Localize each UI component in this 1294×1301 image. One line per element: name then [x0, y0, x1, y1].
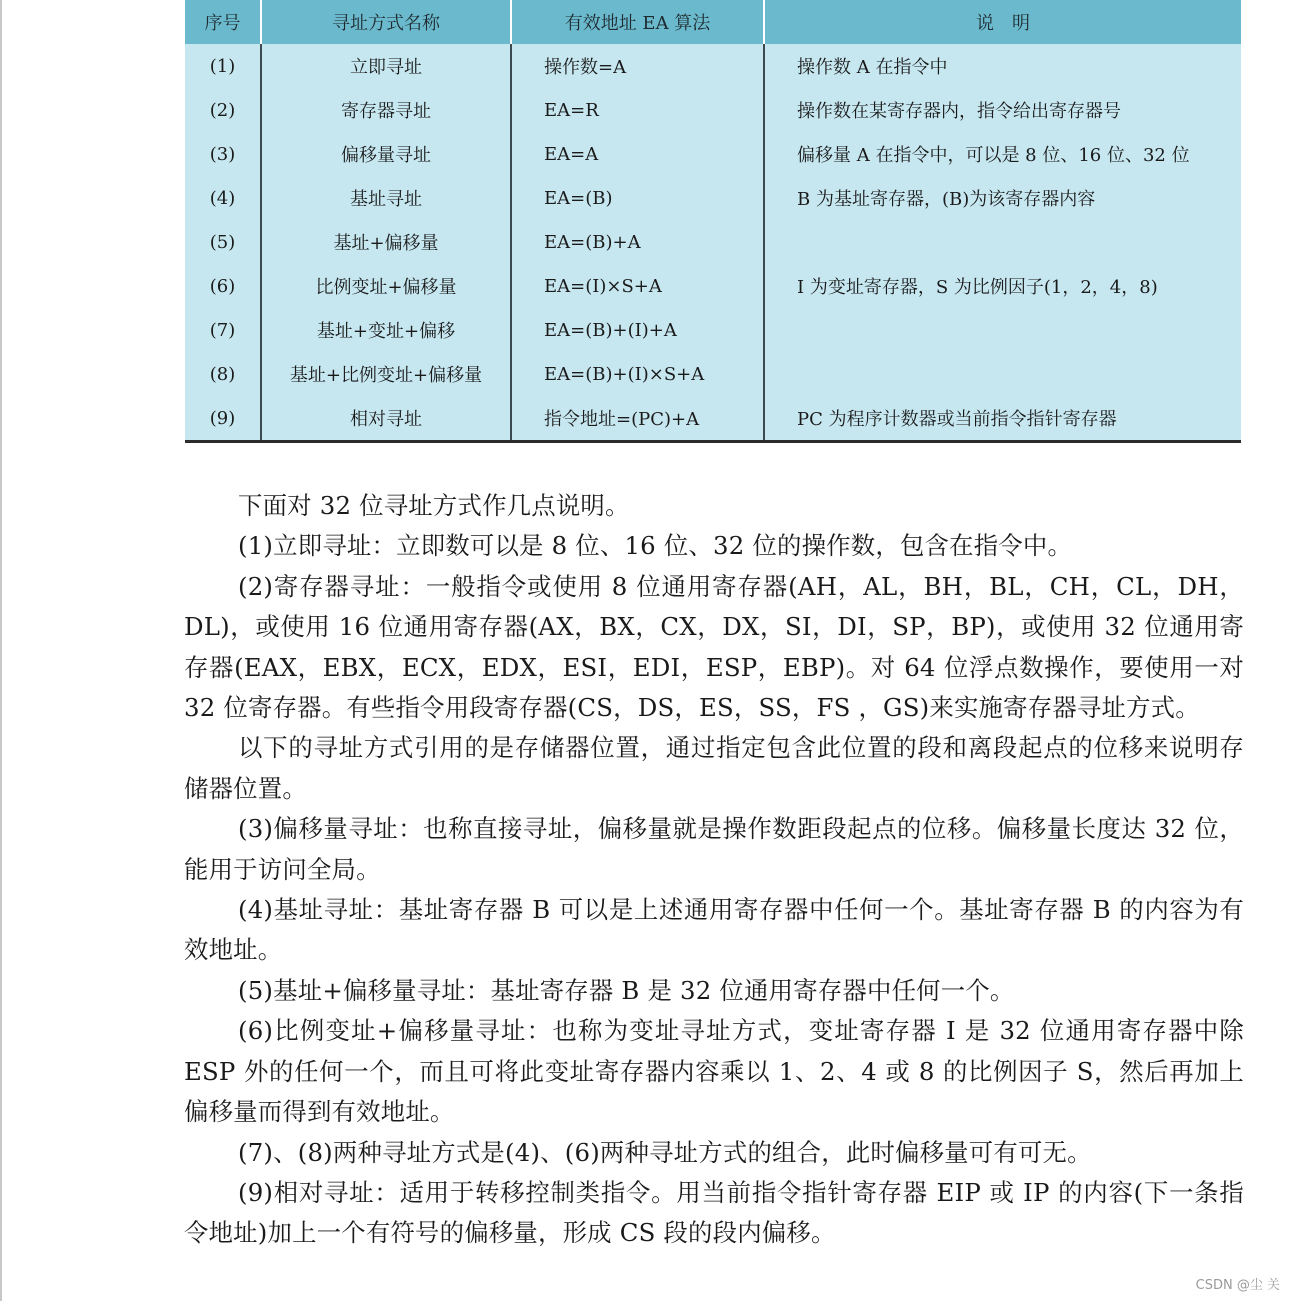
cell-no: (2): [209, 99, 236, 121]
cell-desc: 偏移量 A 在指令中，可以是 8 位、16 位、32 位: [764, 132, 1241, 176]
cell-no: (9): [209, 407, 236, 429]
watermark: CSDN @尘 关: [1195, 1278, 1280, 1293]
page-left-border: [0, 0, 2, 1301]
cell-no: (6): [209, 275, 236, 297]
paragraph: (7)、(8)两种寻址方式是(4)、(6)两种寻址方式的组合，此时偏移量可有可无。: [238, 1137, 1092, 1167]
cell-name: 基址+偏移量: [261, 220, 511, 264]
cell-ea: EA=(B)+(I)×S+A: [511, 352, 764, 396]
cell-desc: PC 为程序计数器或当前指令指针寄存器: [764, 396, 1241, 440]
cell-name: 偏移量寻址: [261, 132, 511, 176]
paragraph: (5)基址+偏移量寻址：基址寄存器 B 是 32 位通用寄存器中任何一个。: [238, 975, 1015, 1005]
table-row: [185, 352, 1241, 396]
table-row: [185, 44, 1241, 88]
cell-desc: B 为基址寄存器，(B)为该寄存器内容: [764, 176, 1241, 220]
cell-ea: 指令地址=(PC)+A: [511, 396, 764, 440]
table-row: [185, 264, 1241, 308]
header-no: 序号: [204, 13, 241, 34]
cell-name: 基址寻址: [261, 176, 511, 220]
paragraph: 下面对 32 位寻址方式作几点说明。: [238, 491, 630, 520]
cell-ea: EA=(I)×S+A: [511, 264, 764, 308]
paragraph: (1)立即寻址：立即数可以是 8 位、16 位、32 位的操作数，包含在指令中。: [238, 531, 1073, 561]
cell-desc: [764, 352, 1241, 396]
cell-ea: EA=A: [511, 132, 764, 176]
table-header-row: [185, 0, 1241, 44]
cell-name: 基址+比例变址+偏移量: [261, 352, 511, 396]
table-row: [185, 132, 1241, 176]
cell-ea: EA=(B)+A: [511, 220, 764, 264]
addressing-modes-table: [185, 0, 1241, 443]
paragraph: (3)偏移量寻址：也称直接寻址，偏移量就是操作数距段起点的位移。偏移量长度达 32 位，能用于访问全局。: [184, 814, 1244, 884]
paragraph: (2)寄存器寻址：一般指令或使用 8 位通用寄存器(AH，AL，BH，BL，CH，CL，DH，DL)，或使用 16 位通用寄存器(AX，BX，CX，DX，SI，DI，SP，BP)，或使用 32 位通用寄存器(EAX，EBX，ECX，EDX，ESI，EDI，ESP，EBP)。对 64 位浮点数操作，要使用一对 32 位寄存器。有些指令用段寄存器(CS，DS，ES，SS，FS ，GS)来实施寄存器寻址方式。: [184, 571, 1244, 723]
cell-no: (1): [209, 55, 236, 77]
table-bottom-rule: [185, 440, 1241, 443]
cell-name: 比例变址+偏移量: [261, 264, 511, 308]
paragraph: (6)比例变址+偏移量寻址：也称为变址寻址方式，变址寄存器 I 是 32 位通用寄存器中除 ESP 外的任何一个，而且可将此变址寄存器内容乘以 1、2、4 或 8 的比例因子 S，然后再加上偏移量而得到有效地址。: [184, 1016, 1244, 1127]
cell-no: (4): [209, 187, 236, 209]
cell-name: 立即寻址: [261, 44, 511, 88]
cell-ea: EA=R: [511, 88, 764, 132]
paragraph: 以下的寻址方式引用的是存储器位置，通过指定包含此位置的段和离段起点的位移来说明存储器位置。: [184, 733, 1244, 803]
cell-no: (8): [209, 363, 236, 385]
header-ea: 有效地址 EA 算法: [511, 0, 764, 44]
cell-name: 基址+变址+偏移: [261, 308, 511, 352]
cell-no: (5): [209, 231, 236, 253]
cell-name: 相对寻址: [261, 396, 511, 440]
cell-ea: EA=(B)+(I)+A: [511, 308, 764, 352]
paragraph: (4)基址寻址：基址寄存器 B 可以是上述通用寄存器中任何一个。基址寄存器 B 的内容为有效地址。: [184, 895, 1244, 965]
cell-desc: 操作数在某寄存器内，指令给出寄存器号: [764, 88, 1241, 132]
table-row: [185, 88, 1241, 132]
cell-no: (3): [209, 143, 236, 165]
cell-desc: 操作数 A 在指令中: [764, 44, 1241, 88]
cell-ea: EA=(B): [511, 176, 764, 220]
cell-no: (7): [209, 319, 236, 341]
cell-desc: I 为变址寄存器，S 为比例因子(1，2，4，8): [764, 264, 1241, 308]
table-row: [185, 220, 1241, 264]
body-text: [184, 486, 1244, 1254]
header-desc: 说 明: [764, 0, 1241, 44]
cell-name: 寄存器寻址: [261, 88, 511, 132]
cell-desc: [764, 308, 1241, 352]
header-name: 寻址方式名称: [261, 0, 511, 44]
cell-ea: 操作数=A: [511, 44, 764, 88]
table-row: [185, 396, 1241, 440]
cell-desc: [764, 220, 1241, 264]
paragraph: (9)相对寻址：适用于转移控制类指令。用当前指令指针寄存器 EIP 或 IP 的内容(下一条指令地址)加上一个有符号的偏移量，形成 CS 段的段内偏移。: [184, 1177, 1244, 1248]
table-row: [185, 308, 1241, 352]
table-row: [185, 176, 1241, 220]
